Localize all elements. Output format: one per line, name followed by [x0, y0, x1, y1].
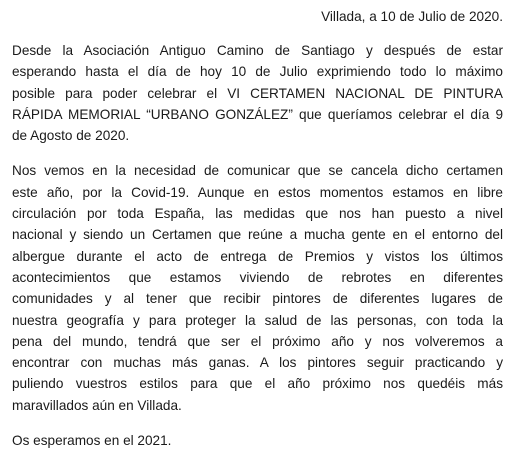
- paragraph-line: posible para poder celebrar el VI CERTAMEN NACIONAL DE PINTURA: [12, 85, 503, 101]
- paragraph-announcement: [12, 40, 503, 146]
- paragraph-line: nacional y siendo un Certamen que reúne a mucha gente en el entorno del: [12, 227, 503, 243]
- paragraph-line: acontecimientos que estamos viviendo de rebrotes en diferentes: [12, 269, 503, 285]
- paragraph-line: albergue durante el acto de entrega de Premios y vistos los últimos: [12, 248, 503, 264]
- paragraph-line: Desde la Asociación Antiguo Camino de Santiago y después de estar: [12, 43, 503, 58]
- paragraph-line: este año, por la Covid-19. Aunque en estos momentos estamos en libre: [12, 184, 503, 200]
- paragraph-line: encontrar con muchas más ganas. A los pintores seguir practicando y: [12, 355, 503, 371]
- paragraph-line: de Agosto de 2020.: [12, 128, 130, 144]
- paragraph-line: Nos vemos en la necesidad de comunicar que se cancela dicho certamen: [12, 163, 503, 179]
- paragraph-line: comunidades y al tener que recibir pintores de diferentes lugares de: [12, 291, 503, 307]
- paragraph-line: circulación por toda España, las medidas que nos han puesto a nivel: [12, 206, 503, 222]
- paragraph-line: nuestra geografía y para proteger la salud de las personas, con toda la: [12, 312, 503, 328]
- paragraph-line: maravillados aún en Villada.: [12, 397, 182, 413]
- paragraph-line: esperando hasta el día de hoy 10 de Julio exprimiendo todo lo máximo: [12, 64, 503, 80]
- paragraph-line: pena del mundo, tendrá que ser el próximo año y nos volveremos a: [12, 333, 503, 349]
- paragraph-line: puliendo vuestros estilos para que el año próximo nos quedéis más: [12, 376, 503, 392]
- closing-line: Os esperamos en el 2021.: [12, 433, 172, 449]
- paragraph-line: RÁPIDA MEMORIAL “URBANO GONZÁLEZ” que queríamos celebrar el día 9: [12, 106, 503, 122]
- paragraph-cancellation: [12, 160, 503, 416]
- date-line: Villada, a 10 de Julio de 2020.: [321, 9, 503, 24]
